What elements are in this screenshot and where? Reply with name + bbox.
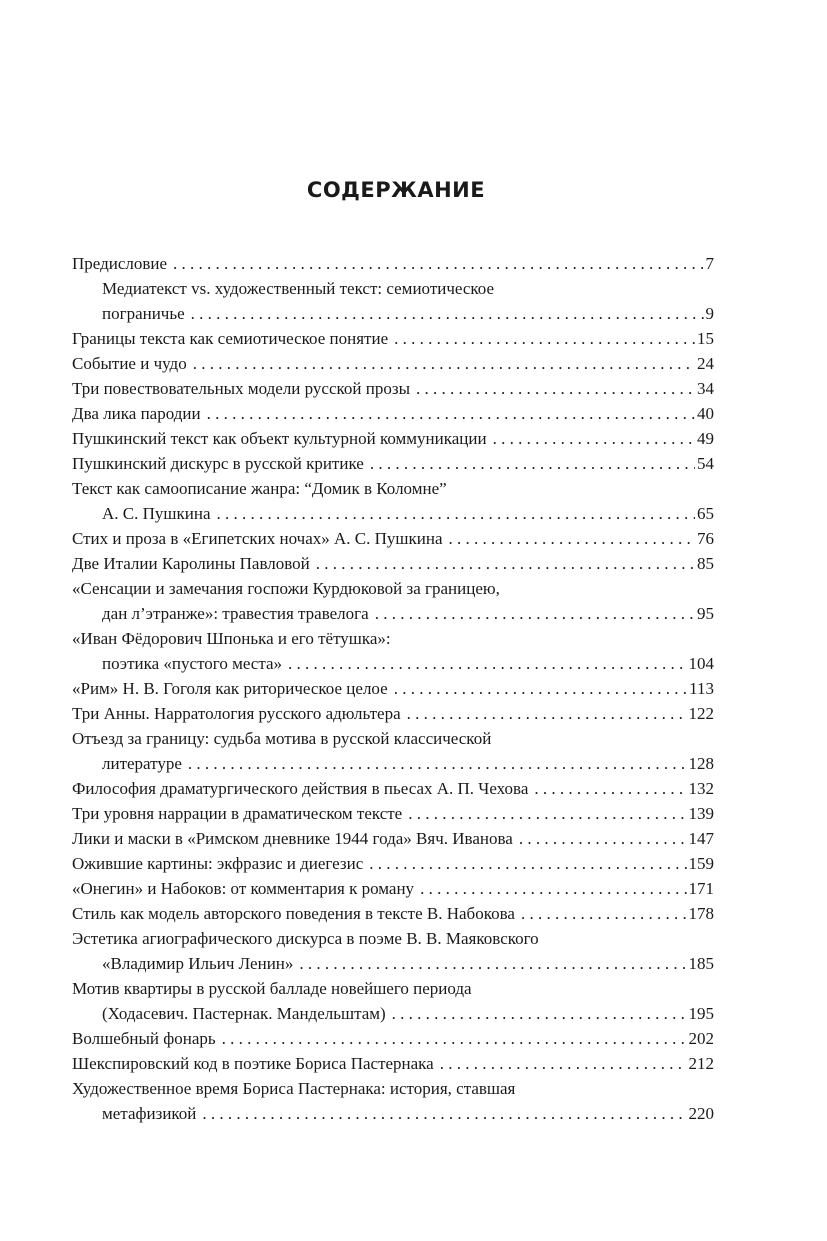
- dot-leader: [173, 251, 703, 276]
- toc-entry-last-line: [72, 901, 714, 926]
- toc-entry-last-line: [72, 376, 714, 401]
- toc-entry-title-line: Отъезд за границу: судьба мотива в русской классической: [72, 729, 492, 748]
- dot-leader: [519, 826, 687, 851]
- dot-leader: [420, 876, 686, 901]
- toc-heading: СОДЕРЖАНИЕ: [306, 178, 486, 202]
- toc-entry: [72, 276, 714, 326]
- dot-leader: [193, 351, 695, 376]
- toc-page-number: 95: [697, 604, 714, 623]
- toc-entry-title: Событие и чудо: [72, 354, 187, 373]
- dot-leader: [202, 1101, 686, 1126]
- toc-entry-last-line: [72, 1101, 714, 1126]
- toc-entry-title: Три Анны. Нарратология русского адюльтера: [72, 704, 401, 723]
- toc-page-number: 147: [688, 829, 714, 848]
- toc-entry-last-line: [72, 301, 714, 326]
- dot-leader: [493, 426, 695, 451]
- dot-leader: [316, 551, 695, 576]
- toc-entry: [72, 351, 714, 376]
- dot-leader: [222, 1026, 687, 1051]
- toc-entry: [72, 451, 714, 476]
- toc-entry: [72, 901, 714, 926]
- toc-page-number: 65: [697, 504, 714, 523]
- toc-entry: [72, 251, 714, 276]
- toc-entry: [72, 401, 714, 426]
- toc-entry-last-line: [72, 851, 714, 876]
- toc-entry-title-line: «Иван Фёдорович Шпонька и его тётушка»:: [72, 629, 391, 648]
- toc-entry: [72, 626, 714, 676]
- toc-entry: [72, 851, 714, 876]
- toc-entry-title: Стиль как модель авторского поведения в тексте В. Набокова: [72, 904, 515, 923]
- toc-page-number: 104: [688, 654, 714, 673]
- toc-entry-title-line: Мотив квартиры в русской балладе новейшего периода: [72, 979, 472, 998]
- toc-entry-last-line: [72, 1001, 714, 1026]
- toc-page-number: 85: [697, 554, 714, 573]
- table-of-contents: [72, 251, 714, 1126]
- dot-leader: [408, 801, 686, 826]
- toc-entry-title: метафизикой: [102, 1104, 197, 1123]
- toc-entry-title: пограничье: [102, 304, 185, 323]
- toc-entry-title: Лики и маски в «Римском дневнике 1944 года» Вяч. Иванова: [72, 829, 513, 848]
- toc-page-number: 34: [697, 379, 714, 398]
- toc-entry-last-line: [72, 501, 714, 526]
- toc-entry-title: Ожившие картины: экфразис и диегезис: [72, 854, 364, 873]
- toc-entry-title: литературе: [102, 754, 182, 773]
- toc-entry-title: А. С. Пушкина: [102, 504, 211, 523]
- toc-entry-title: «Владимир Ильич Ленин»: [102, 954, 294, 973]
- toc-entry-last-line: [72, 1051, 714, 1076]
- toc-entry-last-line: [72, 426, 714, 451]
- toc-entry: [72, 326, 714, 351]
- dot-leader: [394, 326, 695, 351]
- toc-entry: [72, 801, 714, 826]
- dot-leader: [370, 451, 695, 476]
- toc-entry-title: Предисловие: [72, 254, 168, 273]
- toc-page-number: 195: [688, 1004, 714, 1023]
- toc-entry-title: Границы текста как семиотическое понятие: [72, 329, 389, 348]
- toc-entry: [72, 576, 714, 626]
- toc-page-number: 54: [697, 454, 714, 473]
- toc-entry-last-line: [72, 451, 714, 476]
- toc-entry-last-line: [72, 876, 714, 901]
- toc-page-number: 9: [705, 304, 714, 323]
- toc-entry: [72, 826, 714, 851]
- toc-entry-title: «Онегин» и Набоков: от комментария к роману: [72, 879, 415, 898]
- toc-entry-title: Шекспировский код в поэтике Бориса Пастернака: [72, 1054, 434, 1073]
- dot-leader: [299, 951, 686, 976]
- toc-entry: [72, 1026, 714, 1051]
- toc-page-number: 113: [689, 679, 714, 698]
- toc-entry-last-line: [72, 351, 714, 376]
- dot-leader: [188, 751, 687, 776]
- toc-page-number: 132: [688, 779, 714, 798]
- toc-entry-title: Три уровня наррации в драматическом тексте: [72, 804, 403, 823]
- dot-leader: [375, 601, 695, 626]
- dot-leader: [216, 501, 695, 526]
- toc-entry: [72, 476, 714, 526]
- toc-entry-title-line: Текст как самоописание жанра: “Домик в Коломне”: [72, 479, 447, 498]
- toc-page-number: 49: [697, 429, 714, 448]
- dot-leader: [288, 651, 686, 676]
- toc-entry-title: Пушкинский текст как объект культурной коммуникации: [72, 429, 487, 448]
- toc-page-number: 139: [688, 804, 714, 823]
- toc-entry-last-line: [72, 1026, 714, 1051]
- toc-entry-title: Две Италии Каролины Павловой: [72, 554, 310, 573]
- toc-page-number: 202: [688, 1029, 714, 1048]
- toc-entry-title-line: Медиатекст vs. художественный текст: семиотическое: [102, 279, 495, 298]
- toc-entry-title: Два лика пародии: [72, 404, 201, 423]
- toc-entry-title-line: Художественное время Бориса Пастернака: история, ставшая: [72, 1079, 516, 1098]
- toc-page-number: 212: [688, 1054, 714, 1073]
- dot-leader: [369, 851, 686, 876]
- toc-entry-title: Три повествовательных модели русской прозы: [72, 379, 410, 398]
- toc-entry-title: «Рим» Н. В. Гоголя как риторическое целое: [72, 679, 388, 698]
- toc-page-number: 185: [688, 954, 714, 973]
- toc-entry-last-line: [72, 601, 714, 626]
- toc-entry-title-line: «Сенсации и замечания госпожи Курдюковой за границею,: [72, 579, 500, 598]
- dot-leader: [521, 901, 687, 926]
- toc-entry: [72, 976, 714, 1026]
- toc-page-number: 7: [705, 254, 714, 273]
- toc-entry: [72, 551, 714, 576]
- toc-entry-last-line: [72, 326, 714, 351]
- toc-entry: [72, 526, 714, 551]
- toc-entry-last-line: [72, 251, 714, 276]
- toc-entry: [72, 1051, 714, 1076]
- dot-leader: [207, 401, 695, 426]
- toc-entry: [72, 926, 714, 976]
- toc-entry: [72, 776, 714, 801]
- dot-leader: [534, 776, 686, 801]
- toc-entry-title: Волшебный фонарь: [72, 1029, 216, 1048]
- toc-entry-last-line: [72, 951, 714, 976]
- dot-leader: [449, 526, 696, 551]
- dot-leader: [392, 1001, 687, 1026]
- toc-entry-last-line: [72, 651, 714, 676]
- toc-entry: [72, 701, 714, 726]
- toc-entry: [72, 676, 714, 701]
- dot-leader: [394, 676, 687, 701]
- toc-page-number: 128: [688, 754, 714, 773]
- toc-page-number: 171: [688, 879, 714, 898]
- toc-page-number: 40: [697, 404, 714, 423]
- toc-entry-last-line: [72, 701, 714, 726]
- dot-leader: [191, 301, 704, 326]
- toc-entry-last-line: [72, 751, 714, 776]
- toc-page-number: 220: [688, 1104, 714, 1123]
- toc-entry-last-line: [72, 401, 714, 426]
- toc-entry: [72, 376, 714, 401]
- toc-entry-title: поэтика «пустого места»: [102, 654, 283, 673]
- toc-entry-title: Философия драматургического действия в пьесах А. П. Чехова: [72, 779, 529, 798]
- toc-page-number: 159: [688, 854, 714, 873]
- toc-entry: [72, 1076, 714, 1126]
- toc-entry-title-line: Эстетика агиографического дискурса в поэме В. В. Маяковского: [72, 929, 539, 948]
- dot-leader: [416, 376, 695, 401]
- toc-entry: [72, 426, 714, 451]
- toc-entry-last-line: [72, 526, 714, 551]
- toc-entry-title: дан л’этранже»: травестия травелога: [102, 604, 369, 623]
- toc-entry-last-line: [72, 676, 714, 701]
- toc-page-number: 24: [697, 354, 714, 373]
- toc-entry-title: Пушкинский дискурс в русской критике: [72, 454, 364, 473]
- toc-entry: [72, 726, 714, 776]
- toc-page-number: 76: [697, 529, 714, 548]
- toc-entry-last-line: [72, 776, 714, 801]
- toc-entry-title: (Ходасевич. Пастернак. Мандельштам): [102, 1004, 386, 1023]
- toc-entry-title: Стих и проза в «Египетских ночах» А. С. Пушкина: [72, 529, 443, 548]
- toc-page-number: 15: [697, 329, 714, 348]
- toc-entry-last-line: [72, 801, 714, 826]
- toc-entry-last-line: [72, 551, 714, 576]
- toc-entry-last-line: [72, 826, 714, 851]
- toc-page-number: 178: [688, 904, 714, 923]
- dot-leader: [440, 1051, 687, 1076]
- toc-entry: [72, 876, 714, 901]
- toc-page-number: 122: [688, 704, 714, 723]
- dot-leader: [407, 701, 687, 726]
